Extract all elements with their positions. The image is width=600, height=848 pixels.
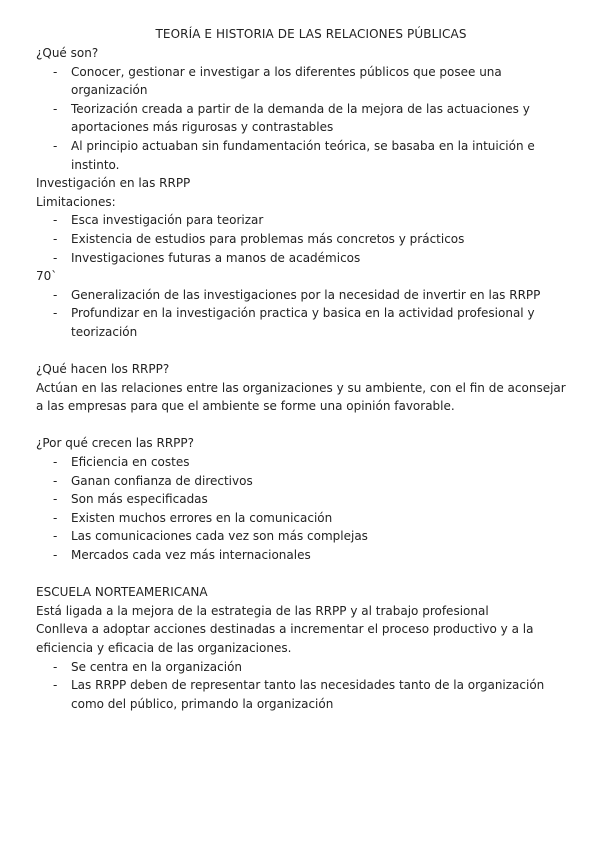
escuela-line: Está ligada a la mejora de la estrategia de las RRPP y al trabajo profesional (36, 603, 489, 618)
decade-list (36, 286, 566, 342)
list-item: - Las RRPP deben de representar tanto las necesidades tanto de la organización como del público, primando la organización (53, 678, 545, 711)
que-son-list (36, 63, 566, 175)
section-heading-que-hacen: ¿Qué hacen los RRPP? (36, 362, 170, 377)
document-page (36, 24, 566, 713)
section-heading-escuela: ESCUELA NORTEAMERICANA (36, 585, 208, 600)
list-item: - Al principio actuaban sin fundamentación teórica, se basaba en la intuición e instinto. (53, 138, 535, 172)
section-heading-por-que: ¿Por qué crecen las RRPP? (36, 436, 195, 451)
list-item: - Ganan confianza de directivos (53, 473, 253, 488)
list-item: - Existen muchos errores en la comunicación (53, 510, 333, 525)
list-item: - Las comunicaciones cada vez son más complejas (53, 529, 368, 544)
que-hacen-paragraph: Actúan en las relaciones entre las organizaciones y su ambiente, con el fin de aconsejar a las empresas para que el ambiente se forme una opinión favorable. (36, 380, 566, 414)
document-title: TEORÍA E HISTORIA DE LAS RELACIONES PÚBLICAS (155, 27, 467, 41)
list-item: - Investigaciones futuras a manos de académicos (53, 250, 361, 265)
list-item: - Profundizar en la investigación practica y basica en la actividad profesional y teorización (53, 306, 535, 339)
spacer (36, 416, 566, 435)
por-que-list (36, 453, 566, 565)
list-item: - Eficiencia en costes (53, 455, 190, 470)
decade-label: 70` (36, 269, 58, 284)
spacer (36, 565, 566, 584)
list-item: - Teorización creada a partir de la demanda de la mejora de las actuaciones y aportaciones más rigurosas y contrastables (53, 101, 530, 135)
list-item: - Esca investigación para teorizar (53, 213, 264, 228)
section-heading-que-son: ¿Qué son? (36, 46, 99, 60)
spacer (36, 342, 566, 361)
list-item: - Conocer, gestionar e investigar a los diferentes públicos que posee una organización (53, 64, 502, 98)
list-item: - Mercados cada vez más internacionales (53, 548, 311, 563)
limitaciones-list (36, 211, 566, 267)
list-item: - Se centra en la organización (53, 659, 243, 674)
section-heading-investigacion: Investigación en las RRPP (36, 176, 191, 191)
escuela-paragraph: Conlleva a adoptar acciones destinadas a incrementar el proceso productivo y a la eficiencia y eficacia de las organizaciones. (36, 622, 534, 655)
escuela-list (36, 658, 566, 714)
list-item: - Existencia de estudios para problemas más concretos y prácticos (53, 231, 465, 246)
limitaciones-label: Limitaciones: (36, 194, 116, 209)
list-item: - Son más especificadas (53, 492, 208, 507)
list-item: - Generalización de las investigaciones por la necesidad de invertir en las RRPP (53, 287, 541, 302)
